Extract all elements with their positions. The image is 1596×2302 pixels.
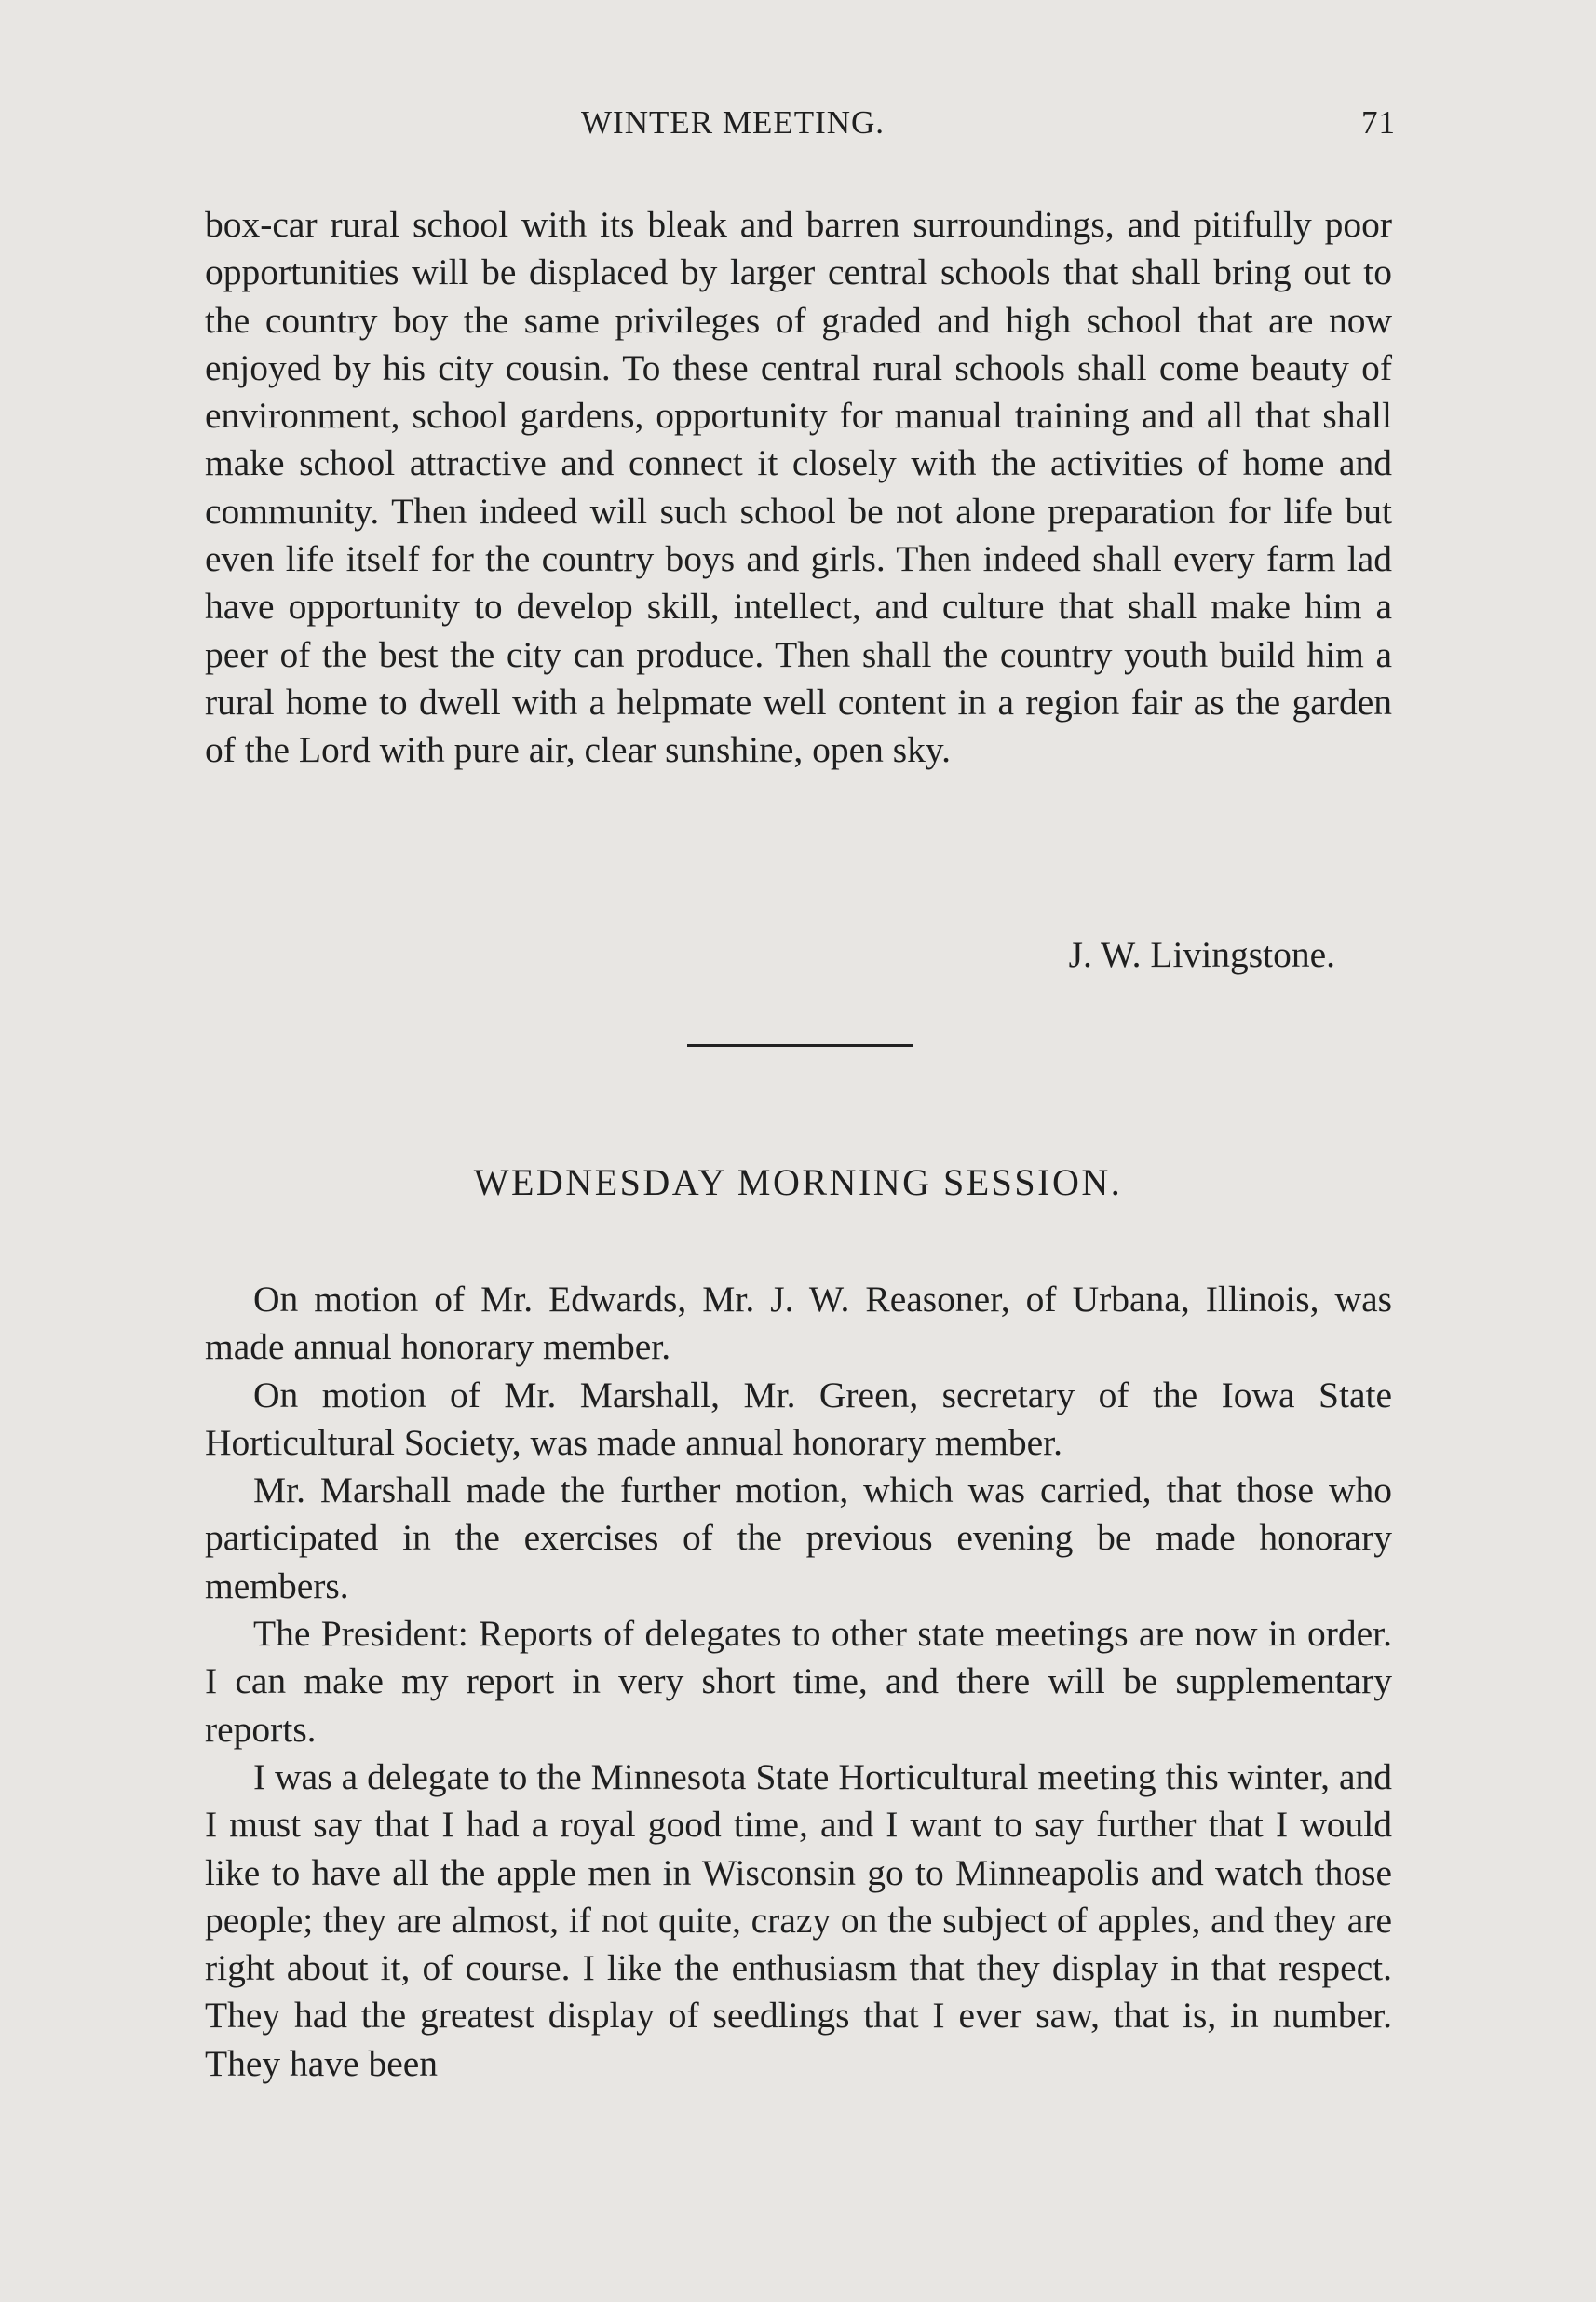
continued-paragraph: box-car rural school with its bleak and barren surroundings, and pitifully poor opportunities will be displaced by larger central schools that shall bring out to the country boy the same privileges of graded and high school that are now enjoyed by his city cousin. To these central rural schools shall come beauty of environment, school gardens, opportunity for manual training and all that shall make school attractive and connect it closely with the activities of home and community. Then indeed will such school be not alone preparation for life but even life itself for the country boys and girls. Then indeed shall every farm lad have opportunity to develop skill, intellect, and culture that shall make him a peer of the best the city can produce. Then shall the country youth build him a rural home to dwell with a helpmate well content in a region fair as the garden of the Lord with pure air, clear sunshine, open sky. <box>205 204 1392 771</box>
paragraph-motion-green: On motion of Mr. Marshall, Mr. Green, secretary of the Iowa State Horticultural Society, was made annual honorary member. <box>205 1374 1392 1463</box>
page-number: 71 <box>1361 104 1396 141</box>
paragraph-minnesota-report: I was a delegate to the Minnesota State Horticultural meeting this winter, and I must say that I had a royal good time, and I want to say further that I would like to have all the apple men in Wisconsin go to Minneapolis and watch those people; they are almost, if not quite, crazy on the subject of apples, and they are right about it, of course. I like the enthusiasm that they display in that respect. They had the greatest display of seedlings that I ever saw, that is, in number. They have been <box>205 1755 1392 2084</box>
continued-paragraph-block <box>205 201 1392 775</box>
paragraph-motion-reasoner: On motion of Mr. Edwards, Mr. J. W. Reasoner, of Urbana, Illinois, was made annual honorary member. <box>205 1279 1392 1368</box>
paragraph-president-reports: The President: Reports of delegates to other state meetings are now in order. I can make my report in very short time, and there will be supplementary reports. <box>205 1613 1392 1750</box>
section-divider <box>687 1044 913 1047</box>
session-minutes <box>205 1276 1392 2088</box>
author-signature: J. W. Livingstone. <box>1068 934 1335 975</box>
running-head-title: WINTER MEETING. <box>581 104 886 141</box>
paragraph-motion-honorary: Mr. Marshall made the further motion, which was carried, that those who participated in the exercises of the previous evening be made honorary members. <box>205 1469 1392 1606</box>
section-heading: WEDNESDAY MORNING SESSION. <box>473 1161 1123 1203</box>
